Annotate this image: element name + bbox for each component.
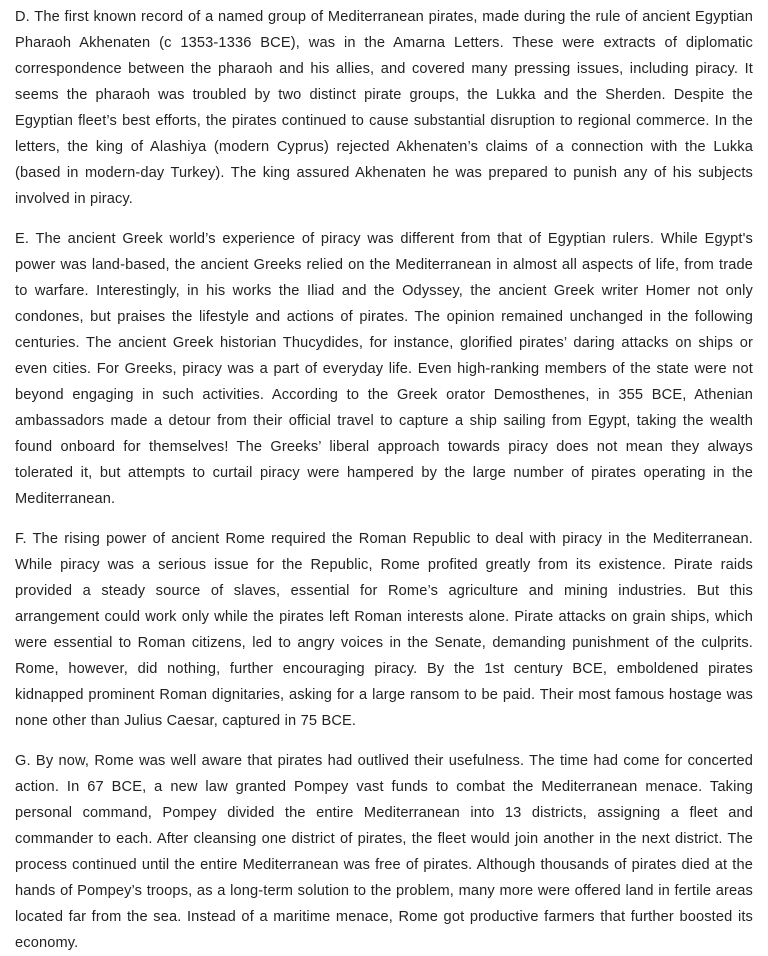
paragraph-e: E. The ancient Greek world’s experience of piracy was different from that of Egyptian rulers. While Egypt's power was land-based, the ancient Greeks relied on the Mediterranean in almost all aspects of life, from trade to warfare. Interestingly, in his works the Iliad and the Odyssey, the ancient Greek writer Homer not only condones, but praises the lifestyle and actions of pirates. The opinion remained unchanged in the following centuries. The ancient Greek historian Thucydides, for instance, glorified pirates’ daring attacks on ships or even cities. For Greeks, piracy was a part of everyday life. Even high-ranking members of the state were not beyond engaging in such activities. According to the Greek orator Demosthenes, in 355 BCE, Athenian ambassadors made a detour from their official travel to capture a ship sailing from Egypt, taking the wealth found onboard for themselves! The Greeks’ liberal approach towards piracy does not mean they always tolerated it, but attempts to curtail piracy were hampered by the large number of pirates operating in the Mediterranean. (15, 231, 753, 507)
paragraph-g: G. By now, Rome was well aware that pirates had outlived their usefulness. The time had come for concerted action. In 67 BCE, a new law granted Pompey vast funds to combat the Mediterranean menace. Taking personal command, Pompey divided the entire Mediterranean into 13 districts, assigning a fleet and commander to each. After cleansing one district of pirates, the fleet would join another in the next district. The process continued until the entire Mediterranean was free of pirates. Although thousands of pirates died at the hands of Pompey’s troops, as a long-term solution to the problem, many more were offered land in fertile areas located far from the sea. Instead of a maritime menace, Rome got productive farmers that further boosted its economy. (15, 753, 753, 951)
paragraph-f: F. The rising power of ancient Rome required the Roman Republic to deal with piracy in the Mediterranean. While piracy was a serious issue for the Republic, Rome profited greatly from its existence. Pirate raids provided a steady source of slaves, essential for Rome’s agriculture and mining industries. But this arrangement could work only while the pirates left Roman interests alone. Pirate attacks on grain ships, which were essential to Roman citizens, led to angry voices in the Senate, demanding punishment of the culprits. Rome, however, did nothing, further encouraging piracy. By the 1st century BCE, emboldened pirates kidnapped prominent Roman dignitaries, asking for a large ransom to be paid. Their most famous hostage was none other than Julius Caesar, captured in 75 BCE. (15, 531, 753, 729)
paragraph-d: D. The first known record of a named group of Mediterranean pirates, made during the rule of ancient Egyptian Pharaoh Akhenaten (c 1353-1336 BCE), was in the Amarna Letters. These were extracts of diplomatic correspondence between the pharaoh and his allies, and covered many pressing issues, including piracy. It seems the pharaoh was troubled by two distinct pirate groups, the Lukka and the Sherden. Despite the Egyptian fleet’s best efforts, the pirates continued to cause substantial disruption to regional commerce. In the letters, the king of Alashiya (modern Cyprus) rejected Akhenaten’s claims of a connection with the Lukka (based in modern-day Turkey). The king assured Akhenaten he was prepared to punish any of his subjects involved in piracy. (15, 9, 753, 207)
